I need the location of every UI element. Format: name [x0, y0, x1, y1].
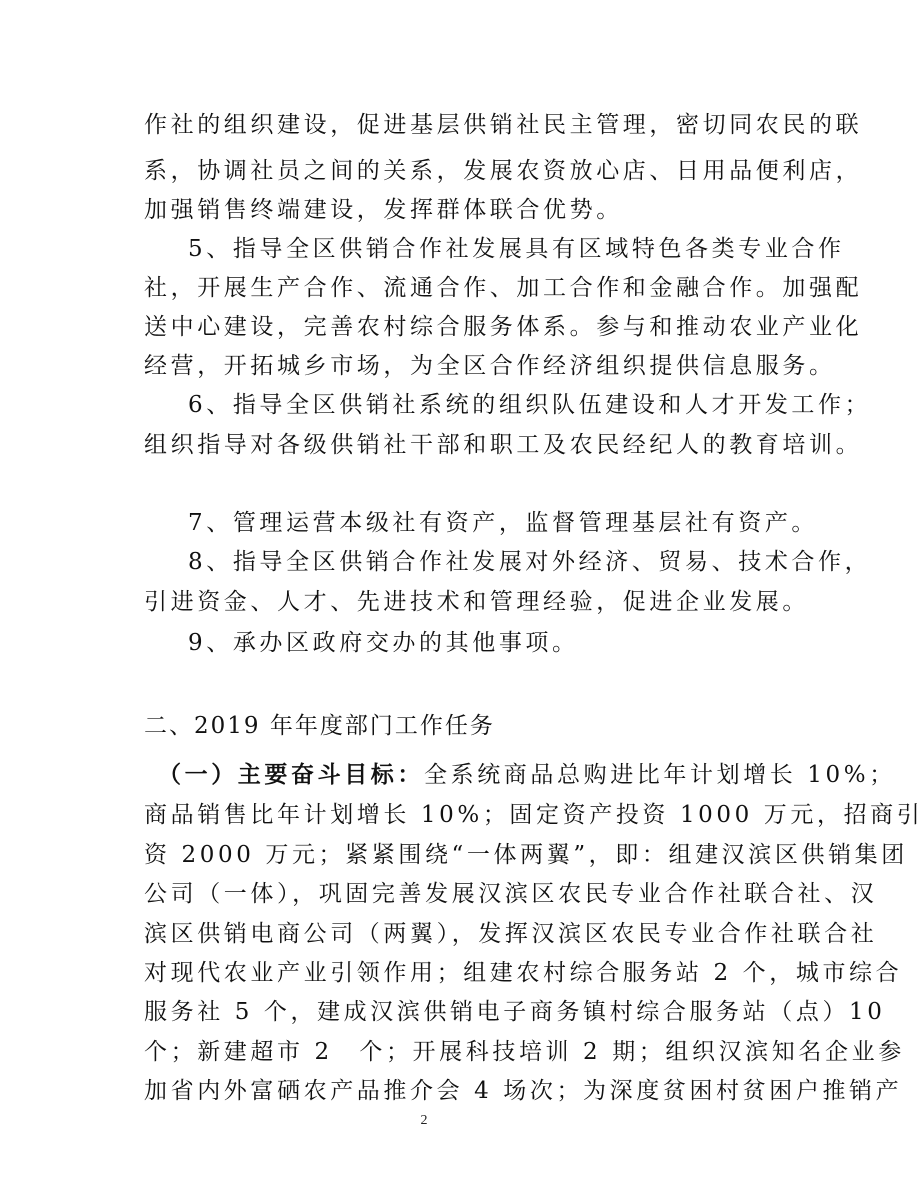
text-line: 9、承办区政府交办的其他事项。	[188, 630, 579, 656]
goals-first-line-text: 全系统商品总购进比年计划增长 10%；	[424, 762, 896, 788]
page-number: 2	[420, 1113, 428, 1128]
text-line: 作社的组织建设，促进基层供销社民主管理，密切同农民的联	[144, 112, 863, 138]
text-line: 引进资金、人才、先进技术和管理经验，促进企业发展。	[144, 589, 809, 615]
text-line: 6、指导全区供销社系统的组织队伍建设和人才开发工作；	[188, 392, 872, 418]
section-heading: 二、2019 年年度部门工作任务	[144, 713, 495, 739]
text-line: 滨区供销电商公司（两翼），发挥汉滨区农民专业合作社联合社	[144, 921, 878, 947]
goals-label: （一）主要奋斗目标：	[158, 761, 424, 788]
text-line: 社，开展生产合作、流通合作、加工合作和金融合作。加强配	[144, 275, 863, 301]
text-line: 对现代农业产业引领作用；组建农村综合服务站 2 个，城市综合	[144, 960, 903, 986]
text-line: 服务社 5 个，建成汉滨供销电子商务镇村综合服务站（点）10	[144, 999, 886, 1025]
goals-first-line	[158, 760, 896, 790]
text-line: 系，协调社员之间的关系，发展农资放心店、日用品便利店，	[144, 158, 863, 184]
text-line: 组织指导对各级供销社干部和职工及农民经纪人的教育培训。	[144, 432, 863, 458]
text-line: 加省内外富硒农产品推介会 4 场次；为深度贫困村贫困户推销产	[144, 1078, 903, 1104]
text-line: 5、指导全区供销合作社发展具有区域特色各类专业合作	[188, 236, 845, 262]
text-line: 公司（一体），巩固完善发展汉滨区农民专业合作社联合社、汉	[144, 881, 878, 907]
text-line: 经营，开拓城乡市场，为全区合作经济组织提供信息服务。	[144, 353, 836, 379]
text-line: 送中心建设，完善农村综合服务体系。参与和推动农业产业化	[144, 314, 863, 340]
text-line: 个；新建超市 2 个；开展科技培训 2 期；组织汉滨知名企业参	[144, 1039, 905, 1065]
text-line: 商品销售比年计划增长 10%；固定资产投资 1000 万元，招商引	[144, 802, 923, 828]
text-line: 资 2000 万元；紧紧围绕“一体两翼”，即：组建汉滨区供销集团	[144, 842, 908, 868]
text-line: 加强销售终端建设，发挥群体联合优势。	[144, 197, 623, 223]
text-line: 8、指导全区供销合作社发展对外经济、贸易、技术合作，	[188, 549, 872, 575]
text-line: 7、管理运营本级社有资产，监督管理基层社有资产。	[188, 510, 819, 536]
